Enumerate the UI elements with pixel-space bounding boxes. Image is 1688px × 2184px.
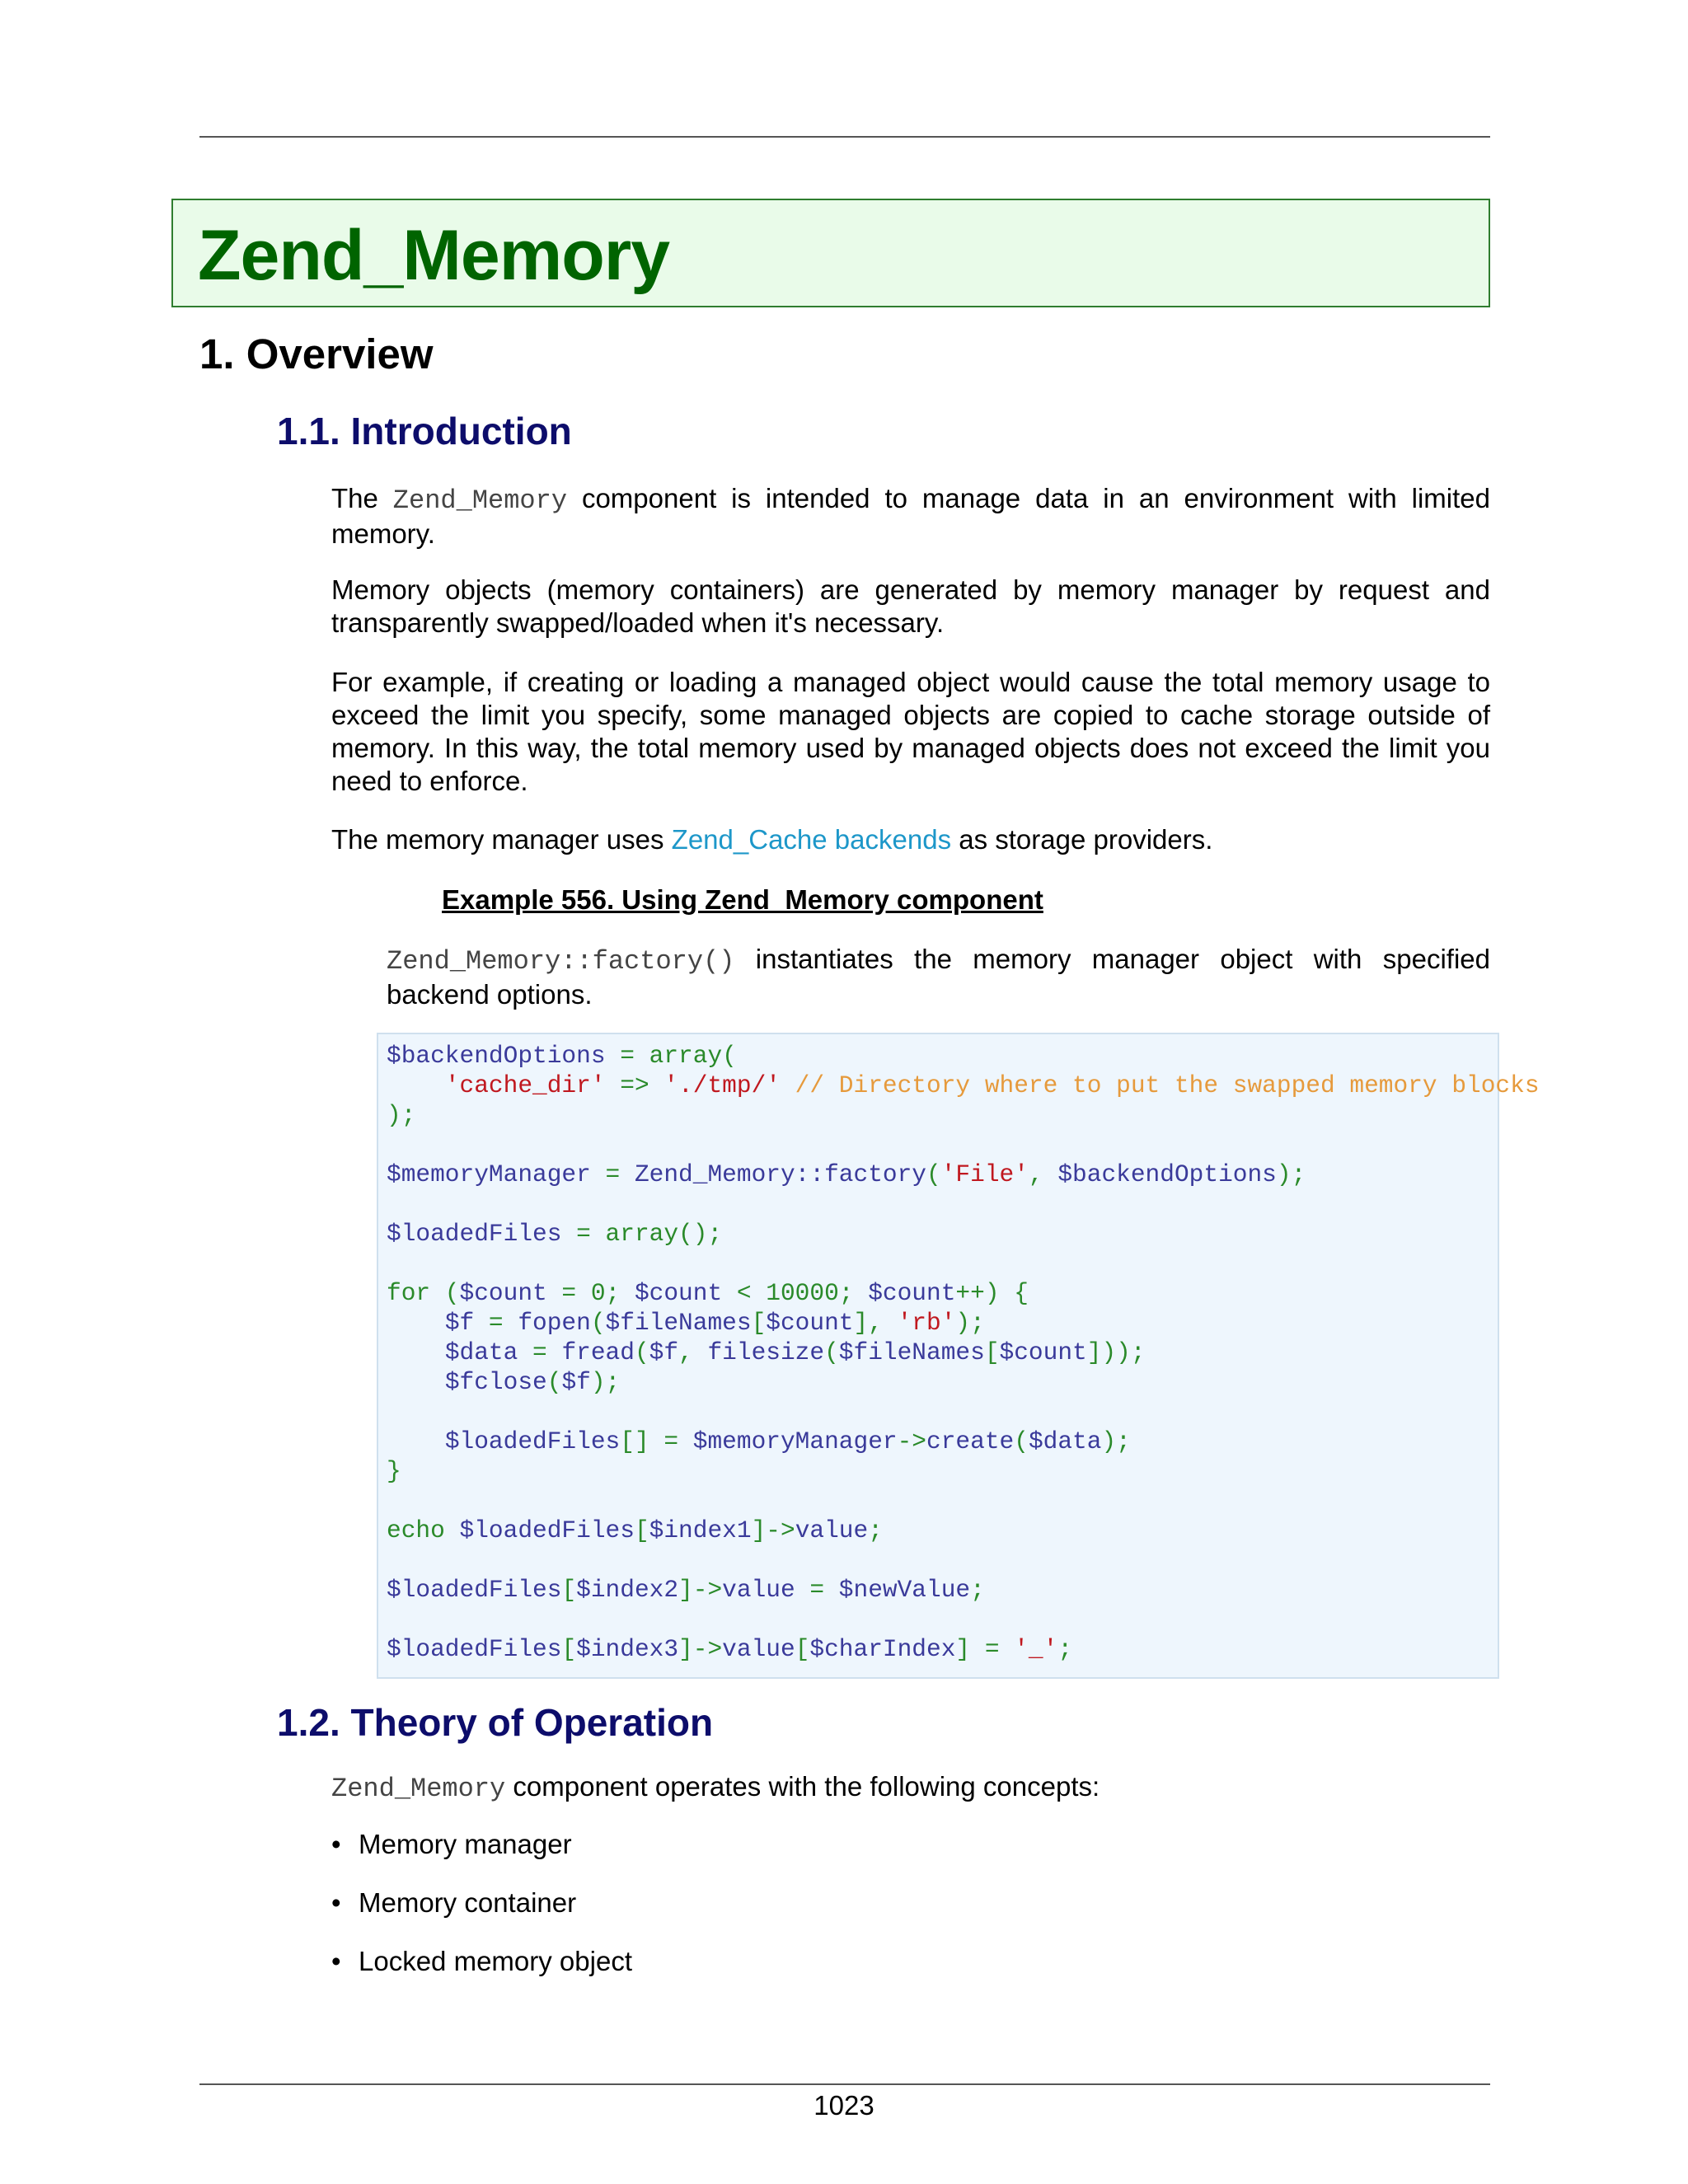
concept-list bbox=[331, 1828, 632, 2004]
page-number: 1023 bbox=[814, 2090, 874, 2121]
intro-paragraph-2: Memory objects (memory containers) are generated by memory manager by request and transparently swapped/loaded when it's necessary. bbox=[331, 574, 1490, 638]
inline-code: Zend_Memory bbox=[331, 1774, 506, 1804]
example-description: Zend_Memory::factory() instantiates the memory manager object with specified backend options. bbox=[387, 944, 1490, 1010]
intro-paragraph-3: For example, if creating or loading a managed object would cause the total memory usage to exceed the limit you specify, some managed objects are copied to cache storage outside of memory. In this way, the total memory used by managed objects does not exceed the limit you need to enforce. bbox=[331, 667, 1490, 796]
list-item: • Locked memory object bbox=[331, 1945, 632, 2004]
chapter-title: Zend_Memory bbox=[198, 216, 670, 295]
example-title: Example 556. Using Zend_Memory component bbox=[442, 884, 1043, 915]
inline-code: Zend_Memory bbox=[392, 485, 568, 516]
list-item: • Memory container bbox=[331, 1886, 632, 1945]
intro-paragraph-4: The memory manager uses Zend_Cache backends as storage providers. bbox=[331, 824, 1213, 855]
theory-intro: Zend_Memory component operates with the following concepts: bbox=[331, 1771, 1100, 1804]
inline-code: Zend_Memory::factory() bbox=[387, 946, 735, 977]
section-title-overview: 1. Overview bbox=[199, 330, 434, 377]
intro-paragraph-1: The Zend_Memory component is intended to manage data in an environment with limited memory. bbox=[331, 483, 1490, 549]
section-title-introduction: 1.1. Introduction bbox=[277, 410, 572, 452]
zend-cache-backends-link[interactable]: Zend_Cache backends bbox=[671, 824, 952, 855]
header-rule bbox=[199, 136, 1490, 138]
code-block: $backendOptions = array( 'cache_dir' => './tmp/' // Directory where to put the swapped memory blocks ); $memoryManager = Zend_Memory::factory('File', $backendOptions); $loadedFiles = array(); for ($count = 0; $count < 10000; $count++) { $f = fopen($fileNames[$count], 'rb'); $data = fread($f, filesize($fileNames[$count])); $fclose($f); $loadedFiles[] = $memoryManager->create($data); } echo $loadedFiles[$index1]->value; $loadedFiles[$index2]->value = $newValue; $loadedFiles[$index3]->value[$charIndex] = '_'; bbox=[387, 1042, 1540, 1663]
list-item: • Memory manager bbox=[331, 1828, 632, 1886]
footer-rule bbox=[199, 2083, 1490, 2085]
section-title-theory: 1.2. Theory of Operation bbox=[277, 1701, 714, 1744]
chapter-title-box bbox=[171, 199, 1490, 307]
